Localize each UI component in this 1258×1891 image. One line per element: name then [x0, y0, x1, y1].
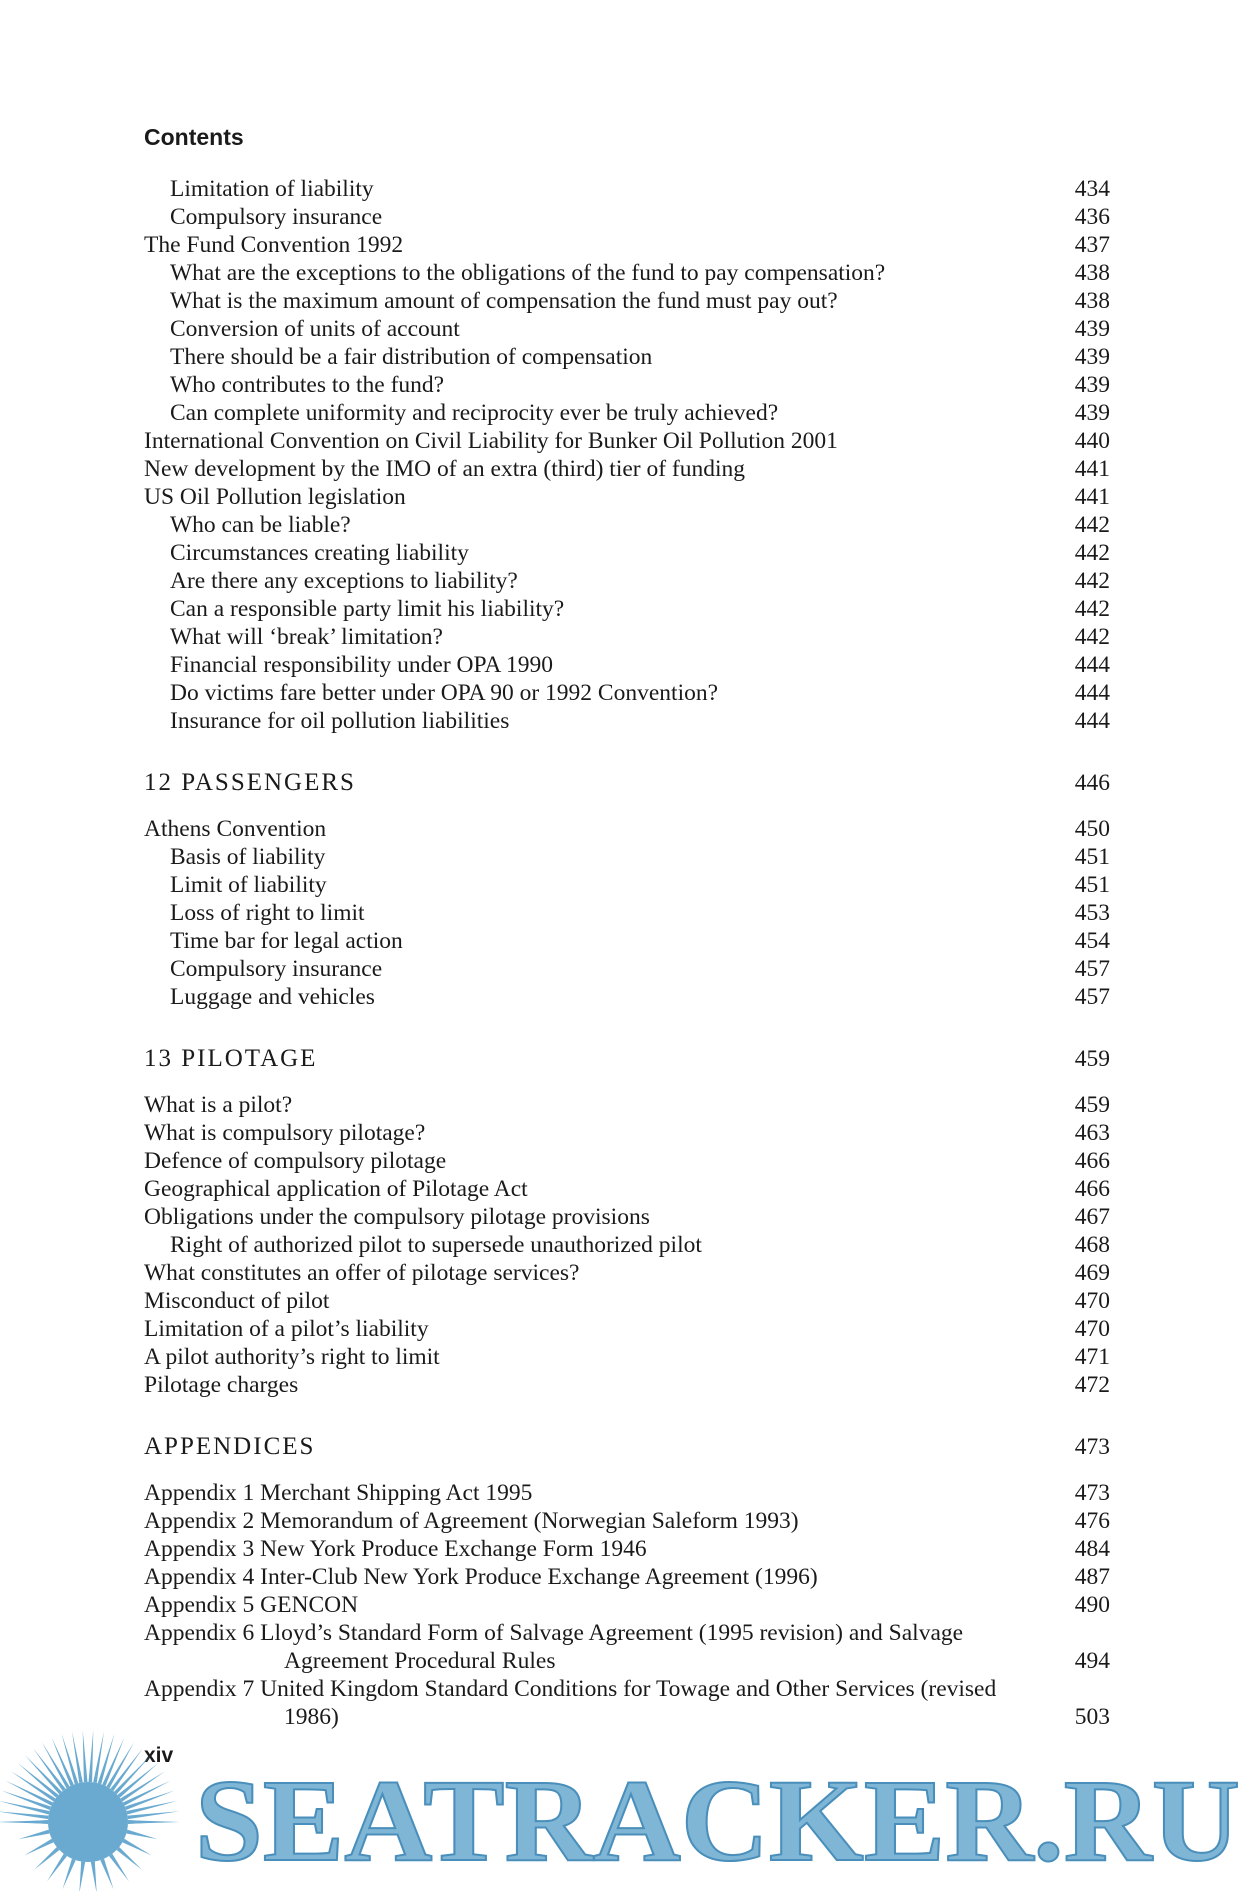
toc-entry-title: The Fund Convention 1992: [144, 232, 404, 258]
chapter-title: 13 PILOTAGE: [144, 1045, 318, 1072]
page-number: 459: [1074, 1046, 1110, 1072]
toc-entry[interactable]: [144, 175, 1110, 203]
page-number: 470: [1074, 1288, 1110, 1314]
page-folio: xiv: [144, 1744, 174, 1767]
toc-entry-title: Appendix 7 United Kingdom Standard Conditions for Towage and Other Services (revised 1986): [144, 1676, 997, 1730]
toc-entry[interactable]: [144, 343, 1110, 371]
chapter-heading[interactable]: [144, 1043, 1110, 1075]
table-of-contents: [144, 175, 1110, 1731]
sun-ray: [100, 1859, 113, 1890]
toc-entry[interactable]: [144, 651, 1110, 679]
toc-entry-title: Limitation of liability: [170, 176, 374, 202]
sun-ray: [83, 1730, 88, 1782]
toc-entry[interactable]: [144, 1287, 1110, 1315]
page-number: 490: [1074, 1592, 1110, 1618]
page-number: 440: [1074, 428, 1110, 454]
toc-entry[interactable]: [144, 315, 1110, 343]
sun-ray: [126, 1830, 158, 1840]
toc-entry-title: US Oil Pollution legislation: [144, 484, 406, 510]
sun-ray: [91, 1861, 97, 1891]
toc-entry[interactable]: [144, 1175, 1110, 1203]
toc-entry[interactable]: [144, 567, 1110, 595]
page-number: 439: [1074, 400, 1110, 426]
toc-entry-title: Insurance for oil pollution liabilities: [170, 708, 510, 734]
toc-entry[interactable]: [144, 371, 1110, 399]
sun-ray: [18, 1830, 50, 1840]
sun-disc: [48, 1782, 128, 1862]
sun-ray: [24, 1839, 53, 1856]
page-number: 470: [1074, 1316, 1110, 1342]
toc-entry[interactable]: [144, 871, 1110, 899]
toc-entry[interactable]: [144, 1591, 1110, 1619]
page-number: 476: [1074, 1508, 1110, 1534]
toc-entry[interactable]: [144, 1091, 1110, 1119]
toc-entry-title: Circumstances creating liability: [170, 540, 469, 566]
page-number: 434: [1074, 176, 1110, 202]
page-number: 457: [1074, 956, 1110, 982]
page-number: 484: [1074, 1536, 1110, 1562]
toc-entry-title: What is a pilot?: [144, 1092, 293, 1118]
page-number: 459: [1074, 1092, 1110, 1118]
toc-entry-title: There should be a fair distribution of compensation: [170, 344, 653, 370]
toc-entry[interactable]: [144, 927, 1110, 955]
toc-entry[interactable]: [144, 1343, 1110, 1371]
sun-ray: [89, 1730, 94, 1782]
page-number: 442: [1074, 568, 1110, 594]
page-number: 454: [1074, 928, 1110, 954]
page-number: 467: [1074, 1204, 1110, 1230]
sun-ray: [79, 1861, 85, 1891]
toc-entry-title: Conversion of units of account: [170, 316, 460, 342]
toc-entry[interactable]: [144, 1119, 1110, 1147]
toc-entry-title: Appendix 2 Memorandum of Agreement (Norwegian Saleform 1993): [144, 1508, 799, 1534]
toc-entry-title: Appendix 6 Lloyd’s Standard Form of Salvage Agreement (1995 revision) and Salvage Agreement Procedural Rules: [144, 1620, 964, 1674]
toc-entry-title: Pilotage charges: [144, 1372, 299, 1398]
toc-entry-title: International Convention on Civil Liability for Bunker Oil Pollution 2001: [144, 428, 838, 454]
toc-entry-title: New development by the IMO of an extra (third) tier of funding: [144, 456, 746, 482]
toc-entry-title: What is the maximum amount of compensation the fund must pay out?: [170, 288, 838, 314]
chapter-title: 12 PASSENGERS: [144, 769, 356, 796]
page-number: 442: [1074, 540, 1110, 566]
sun-ray: [117, 1847, 142, 1870]
page-number: 494: [1074, 1648, 1110, 1674]
toc-entry[interactable]: [144, 899, 1110, 927]
page-number: 503: [1074, 1704, 1110, 1730]
toc-entry-title: Limit of liability: [170, 872, 327, 898]
toc-entry[interactable]: [144, 983, 1110, 1011]
toc-entry[interactable]: [144, 455, 1110, 483]
sun-ray: [16, 1820, 48, 1824]
chapter-title: APPENDICES: [144, 1433, 316, 1460]
toc-entry[interactable]: [144, 1203, 1110, 1231]
chapter-heading[interactable]: [144, 767, 1110, 799]
toc-entry[interactable]: [144, 955, 1110, 983]
page-number: 472: [1074, 1372, 1110, 1398]
page-number: 438: [1074, 288, 1110, 314]
toc-entry[interactable]: [144, 1259, 1110, 1287]
sun-ray: [128, 1820, 160, 1824]
page-number: 444: [1074, 680, 1110, 706]
page-number: 444: [1074, 652, 1110, 678]
toc-entry-title: Financial responsibility under OPA 1990: [170, 652, 553, 678]
toc-entry-title: Loss of right to limit: [170, 900, 365, 926]
toc-entry[interactable]: [144, 1315, 1110, 1343]
page-number: 466: [1074, 1176, 1110, 1202]
page-number: 466: [1074, 1148, 1110, 1174]
toc-entry[interactable]: [144, 539, 1110, 567]
page-number: 463: [1074, 1120, 1110, 1146]
page-number: 469: [1074, 1260, 1110, 1286]
toc-entry-title: Who can be liable?: [170, 512, 351, 538]
toc-entry[interactable]: [144, 707, 1110, 735]
toc-entry-title: What will ‘break’ limitation?: [170, 624, 443, 650]
toc-entry-title: Compulsory insurance: [170, 956, 383, 982]
page-number: 441: [1074, 456, 1110, 482]
toc-entry-title: What is compulsory pilotage?: [144, 1120, 426, 1146]
toc-entry-title: Defence of compulsory pilotage: [144, 1148, 447, 1174]
page-number: 451: [1074, 872, 1110, 898]
toc-entry[interactable]: [144, 511, 1110, 539]
toc-entry-title: Geographical application of Pilotage Act: [144, 1176, 528, 1202]
toc-entry-title: Athens Convention: [144, 816, 327, 842]
page-number: 439: [1074, 344, 1110, 370]
toc-entry[interactable]: [144, 1371, 1110, 1399]
sun-ray: [25, 1755, 62, 1794]
toc-entry-title: Misconduct of pilot: [144, 1288, 330, 1314]
toc-entry-title: Obligations under the compulsory pilotage provisions: [144, 1204, 650, 1230]
toc-entry[interactable]: [144, 1507, 1110, 1535]
toc-entry[interactable]: [144, 427, 1110, 455]
toc-entry[interactable]: [144, 231, 1110, 259]
toc-entry[interactable]: [144, 623, 1110, 651]
toc-entry[interactable]: [144, 1479, 1110, 1507]
watermark-logo: [0, 1712, 1258, 1891]
toc-entry-title: A pilot authority’s right to limit: [144, 1344, 440, 1370]
toc-entry-title: Appendix 5 GENCON: [144, 1592, 359, 1618]
toc-entry-title: Time bar for legal action: [170, 928, 403, 954]
page-number: 451: [1074, 844, 1110, 870]
toc-entry-title: Appendix 4 Inter-Club New York Produce Exchange Agreement (1996): [144, 1564, 818, 1590]
toc-entry[interactable]: [144, 203, 1110, 231]
toc-entry[interactable]: [144, 287, 1110, 315]
page-number: 468: [1074, 1232, 1110, 1258]
sun-ray: [63, 1859, 76, 1890]
sun-ray: [34, 1847, 59, 1870]
sun-ray: [0, 1811, 49, 1819]
toc-entry[interactable]: [144, 259, 1110, 287]
toc-entry-title: Luggage and vehicles: [170, 984, 375, 1010]
running-head: Contents: [144, 124, 244, 150]
toc-entry[interactable]: [144, 483, 1110, 511]
toc-entry[interactable]: [144, 595, 1110, 623]
page-number: 473: [1074, 1480, 1110, 1506]
toc-entry-title: Can complete uniformity and reciprocity ever be truly achieved?: [170, 400, 779, 426]
page-number: 442: [1074, 624, 1110, 650]
page-number: 442: [1074, 512, 1110, 538]
toc-entry-title: Compulsory insurance: [170, 204, 383, 230]
toc-entry-title: Can a responsible party limit his liability?: [170, 596, 565, 622]
toc-entry-title: Do victims fare better under OPA 90 or 1992 Convention?: [170, 680, 719, 706]
toc-entry[interactable]: [144, 1231, 1110, 1259]
sun-ray: [109, 1854, 129, 1882]
page-number: 457: [1074, 984, 1110, 1010]
toc-entry[interactable]: [144, 399, 1110, 427]
sun-ray: [114, 1755, 151, 1794]
page-number: 450: [1074, 816, 1110, 842]
page-number: 436: [1074, 204, 1110, 230]
toc-entry[interactable]: [144, 815, 1110, 843]
toc-entry-title: Appendix 3 New York Produce Exchange Form 1946: [144, 1536, 647, 1562]
toc-entry-title: Who contributes to the fund?: [170, 372, 445, 398]
toc-entry[interactable]: [144, 843, 1110, 871]
toc-entry[interactable]: [144, 1619, 1110, 1675]
toc-entry-title: What constitutes an offer of pilotage services?: [144, 1260, 580, 1286]
toc-entry[interactable]: [144, 1563, 1110, 1591]
sun-ray: [47, 1854, 67, 1882]
page-number: 487: [1074, 1564, 1110, 1590]
page-number: 473: [1074, 1434, 1110, 1460]
sun-ray: [128, 1811, 180, 1819]
watermark-text: SEATRACKER.RU: [195, 1755, 1240, 1886]
toc-entry-title: Limitation of a pilot’s liability: [144, 1316, 429, 1342]
page-number: 471: [1074, 1344, 1110, 1370]
page-number: 444: [1074, 708, 1110, 734]
chapter-heading[interactable]: [144, 1431, 1110, 1463]
page-number: 453: [1074, 900, 1110, 926]
page-number: 438: [1074, 260, 1110, 286]
toc-entry-title: Appendix 1 Merchant Shipping Act 1995: [144, 1480, 533, 1506]
toc-entry-title: Basis of liability: [170, 844, 326, 870]
toc-entry-title: Right of authorized pilot to supersede unauthorized pilot: [170, 1232, 702, 1258]
sun-ray: [122, 1839, 151, 1856]
toc-entry-title: What are the exceptions to the obligations of the fund to pay compensation?: [170, 260, 886, 286]
toc-entry[interactable]: [144, 679, 1110, 707]
page-number: 439: [1074, 316, 1110, 342]
page-number: 437: [1074, 232, 1110, 258]
toc-entry[interactable]: [144, 1147, 1110, 1175]
toc-entry[interactable]: [144, 1535, 1110, 1563]
page-number: 442: [1074, 596, 1110, 622]
sun-icon: [0, 1730, 180, 1891]
toc-entry-title: Are there any exceptions to liability?: [170, 568, 518, 594]
page-number: 439: [1074, 372, 1110, 398]
page-number: 446: [1074, 770, 1110, 796]
page-number: 441: [1074, 484, 1110, 510]
